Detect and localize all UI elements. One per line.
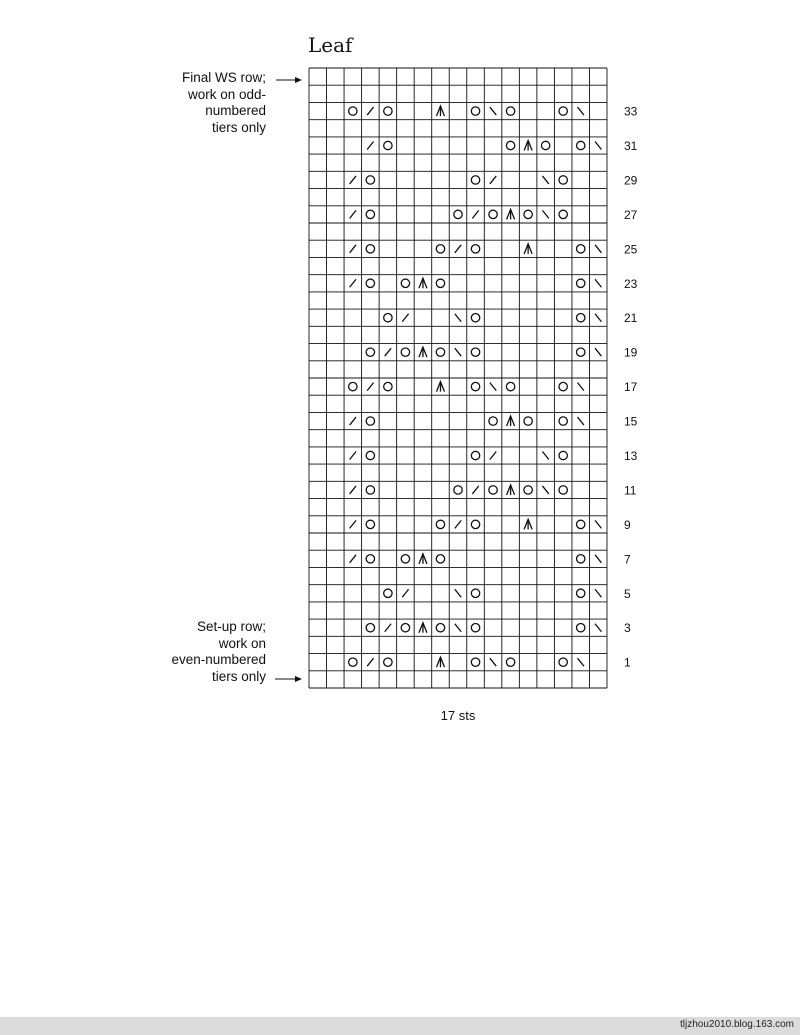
yo-symbol: [524, 417, 532, 425]
k2tog-symbol: [367, 383, 373, 391]
yo-symbol: [471, 624, 479, 632]
k2tog-symbol: [455, 245, 461, 253]
yo-symbol: [541, 141, 549, 149]
row-label: 33: [624, 104, 638, 119]
yo-symbol: [489, 210, 497, 218]
k2tog-symbol: [367, 107, 373, 115]
yo-symbol: [436, 520, 444, 528]
yo-symbol: [366, 520, 374, 528]
k2tog-symbol: [490, 176, 496, 184]
yo-symbol: [366, 451, 374, 459]
row-label: 9: [624, 517, 631, 532]
yo-symbol: [506, 658, 514, 666]
yo-symbol: [436, 348, 444, 356]
ssk-symbol: [490, 658, 496, 666]
yo-symbol: [577, 520, 585, 528]
yo-symbol: [524, 210, 532, 218]
yo-symbol: [577, 555, 585, 563]
k2tog-symbol: [472, 486, 478, 494]
ssk-symbol: [595, 520, 601, 528]
yo-symbol: [454, 210, 462, 218]
row-label: 7: [624, 552, 631, 567]
k2tog-symbol: [350, 520, 356, 528]
chart-title: Leaf: [308, 33, 353, 57]
k2tog-symbol: [350, 210, 356, 218]
yo-symbol: [559, 658, 567, 666]
yo-symbol: [559, 417, 567, 425]
yo-symbol: [401, 555, 409, 563]
yo-symbol: [471, 589, 479, 597]
ssk-symbol: [490, 107, 496, 115]
yo-symbol: [401, 348, 409, 356]
k2tog-symbol: [385, 624, 391, 632]
yo-symbol: [577, 589, 585, 597]
ssk-symbol: [578, 383, 584, 391]
bottom-annotation-line: even-numbered: [171, 652, 266, 667]
yo-symbol: [577, 141, 585, 149]
yo-symbol: [471, 314, 479, 322]
ssk-symbol: [595, 555, 601, 563]
bottom-annotation-line: tiers only: [211, 668, 266, 684]
yo-symbol: [349, 382, 357, 390]
yo-symbol: [577, 279, 585, 287]
bottom-arrow-head: [295, 676, 302, 682]
ssk-symbol: [542, 452, 548, 460]
row-label: 13: [624, 449, 638, 463]
annotation-arrows: [275, 77, 302, 682]
row-label: 19: [624, 345, 638, 360]
top-annotation-line: work on odd-: [187, 86, 266, 102]
yo-symbol: [559, 486, 567, 494]
row-label: 29: [624, 173, 638, 188]
yo-symbol: [384, 314, 392, 322]
ssk-symbol: [595, 624, 601, 632]
row-label: 25: [624, 242, 638, 257]
yo-symbol: [384, 382, 392, 390]
yo-symbol: [559, 176, 567, 184]
k2tog-symbol: [402, 314, 408, 322]
k2tog-symbol: [455, 520, 461, 528]
ssk-symbol: [595, 348, 601, 356]
yo-symbol: [401, 624, 409, 632]
k2tog-symbol: [402, 589, 408, 597]
yo-symbol: [366, 176, 374, 184]
yo-symbol: [349, 107, 357, 115]
row-label: 27: [624, 207, 638, 222]
yo-symbol: [559, 107, 567, 115]
yo-symbol: [366, 210, 374, 218]
top-annotation-line: tiers only: [211, 119, 266, 135]
ssk-symbol: [578, 107, 584, 115]
yo-symbol: [577, 624, 585, 632]
ssk-symbol: [542, 176, 548, 184]
k2tog-symbol: [350, 486, 356, 494]
yo-symbol: [471, 348, 479, 356]
stitch-count-label: 17 sts: [440, 708, 476, 723]
watermark-text: tljzhou2010.blog.163.com: [680, 1019, 794, 1030]
footer-bar: [0, 1017, 800, 1035]
k2tog-symbol: [385, 348, 391, 356]
k2tog-symbol: [472, 210, 478, 218]
yo-symbol: [366, 417, 374, 425]
ssk-symbol: [542, 210, 548, 218]
bottom-annotation-line: work on: [218, 635, 266, 651]
yo-symbol: [401, 279, 409, 287]
ssk-symbol: [455, 348, 461, 356]
yo-symbol: [366, 245, 374, 253]
yo-symbol: [436, 279, 444, 287]
row-label: 31: [624, 139, 638, 153]
ssk-symbol: [542, 486, 548, 494]
k2tog-symbol: [350, 245, 356, 253]
ssk-symbol: [455, 624, 461, 632]
k2tog-symbol: [350, 452, 356, 460]
yo-symbol: [436, 555, 444, 563]
yo-symbol: [471, 245, 479, 253]
yo-symbol: [471, 176, 479, 184]
ssk-symbol: [578, 658, 584, 666]
ssk-symbol: [455, 314, 461, 322]
yo-symbol: [577, 348, 585, 356]
yo-symbol: [559, 382, 567, 390]
yo-symbol: [349, 658, 357, 666]
ssk-symbol: [490, 383, 496, 391]
yo-symbol: [489, 486, 497, 494]
k2tog-symbol: [350, 176, 356, 184]
yo-symbol: [471, 451, 479, 459]
yo-symbol: [384, 589, 392, 597]
top-arrow-head: [295, 77, 302, 83]
yo-symbol: [471, 658, 479, 666]
yo-symbol: [506, 382, 514, 390]
ssk-symbol: [595, 314, 601, 322]
yo-symbol: [471, 107, 479, 115]
grid-lines: [309, 68, 607, 688]
row-label: 3: [624, 621, 631, 636]
ssk-symbol: [455, 589, 461, 597]
yo-symbol: [577, 245, 585, 253]
yo-symbol: [577, 314, 585, 322]
k2tog-symbol: [367, 658, 373, 666]
yo-symbol: [384, 141, 392, 149]
ssk-symbol: [595, 142, 601, 150]
yo-symbol: [489, 417, 497, 425]
k2tog-symbol: [350, 417, 356, 425]
yo-symbol: [454, 486, 462, 494]
k2tog-symbol: [350, 555, 356, 563]
row-label: 21: [624, 311, 638, 326]
bottom-annotation-line: Set-up row;: [196, 619, 266, 634]
ssk-symbol: [578, 417, 584, 425]
ssk-symbol: [595, 279, 601, 287]
k2tog-symbol: [350, 279, 356, 287]
row-label: 15: [624, 414, 638, 429]
yo-symbol: [436, 624, 444, 632]
yo-symbol: [471, 520, 479, 528]
yo-symbol: [471, 382, 479, 390]
row-label: 5: [624, 586, 631, 601]
yo-symbol: [559, 451, 567, 459]
k2tog-symbol: [490, 452, 496, 460]
yo-symbol: [366, 348, 374, 356]
yo-symbol: [384, 658, 392, 666]
yo-symbol: [506, 107, 514, 115]
stitch-symbols: [349, 106, 602, 667]
yo-symbol: [366, 279, 374, 287]
row-label: 17: [624, 380, 638, 395]
yo-symbol: [366, 624, 374, 632]
yo-symbol: [506, 141, 514, 149]
k2tog-symbol: [367, 142, 373, 150]
yo-symbol: [384, 107, 392, 115]
ssk-symbol: [595, 245, 601, 253]
yo-symbol: [436, 245, 444, 253]
yo-symbol: [366, 486, 374, 494]
row-labels: [624, 105, 638, 670]
row-label: 23: [624, 276, 638, 291]
yo-symbol: [559, 210, 567, 218]
row-label: 1: [624, 655, 631, 670]
yo-symbol: [366, 555, 374, 563]
top-annotation-line: Final WS row;: [181, 70, 266, 85]
yo-symbol: [524, 486, 532, 494]
ssk-symbol: [595, 589, 601, 597]
top-annotation-line: numbered: [205, 103, 266, 118]
row-label: 11: [624, 483, 637, 498]
